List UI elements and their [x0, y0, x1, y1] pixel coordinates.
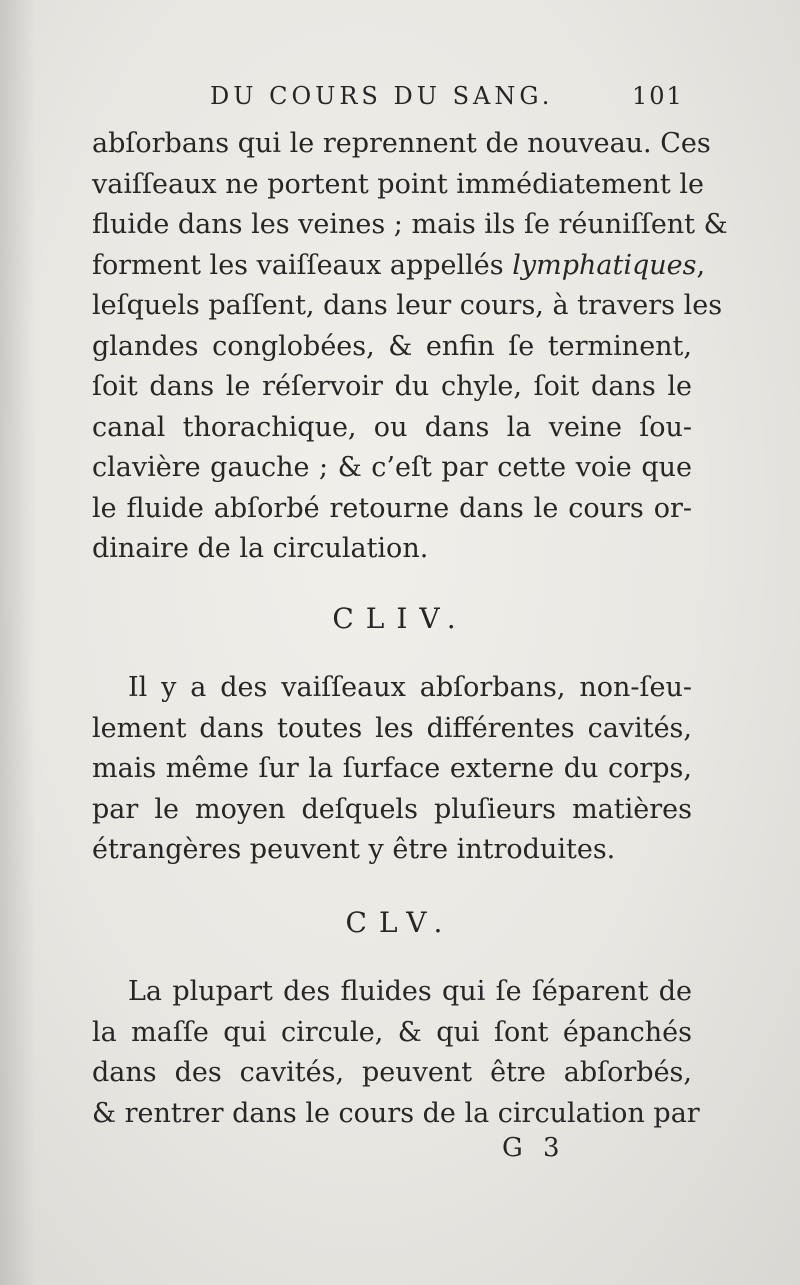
- page-header: [0, 82, 800, 118]
- italic-term: lymphatiques: [512, 249, 697, 281]
- text-line: lement dans toutes les différentes cavités,: [92, 712, 692, 744]
- section-heading-clv: CLV.: [345, 906, 455, 939]
- text-line: leſquels paſſent, dans leur cours, à travers les: [92, 290, 723, 321]
- section-cliv-text: [92, 668, 692, 871]
- text-line: le fluide abſorbé retourne dans le cours or-: [92, 492, 692, 524]
- text-line: dinaire de la circulation.: [92, 533, 429, 564]
- text-line: fluide dans les veines ; mais ils ſe réuniſſent &: [92, 209, 728, 240]
- text-line: par le moyen deſquels pluſieurs matières: [92, 793, 692, 825]
- section-heading-cliv: CLIV.: [332, 602, 468, 635]
- text-line: la maſſe qui circule, & qui ſont épanchés: [92, 1016, 692, 1048]
- text-line: vaiſſeaux ne portent point immédiatement le: [92, 168, 704, 200]
- text-line: ſoit dans le réſervoir du chyle, ſoit dans le: [92, 371, 692, 402]
- paragraph-continuation: [92, 124, 728, 570]
- text-line: glandes conglobées, & enfin ſe terminent,: [92, 330, 692, 362]
- text-line: [92, 246, 706, 287]
- page-number: 101: [632, 82, 684, 110]
- text-line: clavière gauche ; & c’eſt par cette voie que: [92, 452, 692, 483]
- section-clv-text: [92, 972, 700, 1134]
- text-segment: ,: [696, 249, 706, 281]
- text-line: & rentrer dans le cours de la circulation par: [92, 1097, 700, 1129]
- text-line: étrangères peuvent y être introduites.: [92, 834, 616, 865]
- signature-mark: G 3: [502, 1133, 566, 1163]
- page-edge-shadow: [0, 0, 36, 1285]
- text-line: mais même ſur la ſurface externe du corps,: [92, 753, 692, 784]
- text-line: La plupart des fluides qui ſe ſéparent de: [128, 976, 692, 1007]
- text-line: canal thorachique, ou dans la veine ſou-: [92, 411, 692, 443]
- text-segment: forment les vaiſſeaux appellés: [92, 249, 504, 281]
- text-line: abſorbans qui le reprennent de nouveau. Ces: [92, 128, 711, 159]
- running-title: DU COURS DU SANG.: [210, 82, 554, 110]
- text-line: Il y a des vaiſſeaux abſorbans, non-ſeu-: [128, 672, 692, 703]
- text-line: dans des cavités, peuvent être abſorbés,: [92, 1057, 692, 1088]
